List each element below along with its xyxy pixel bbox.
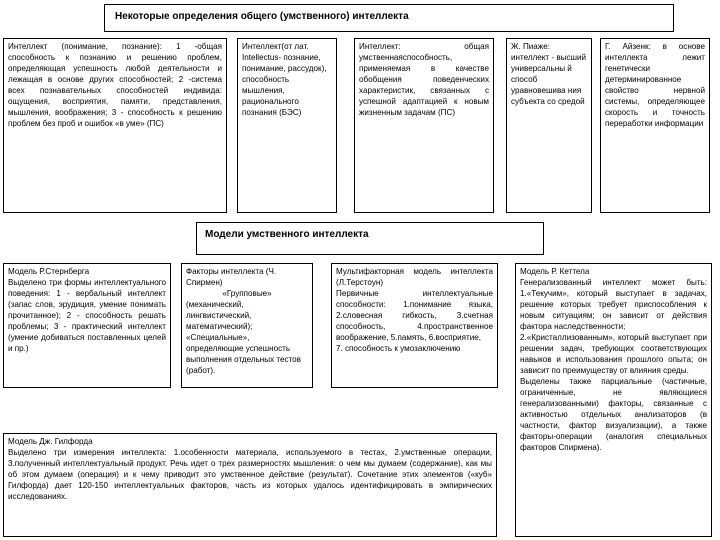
model-thurstone-title: Мультифакторная модель интеллекта (Л.Терстоун)	[336, 267, 493, 287]
model-thurstone-last: 7. способность к умозаключению	[336, 344, 461, 353]
model-guilford-title: Модель Дж. Гилфорда	[8, 437, 93, 446]
model-cattell-title: Модель Р. Кеттела	[520, 267, 590, 276]
model-sternberg-title: Модель Р.Стернберга	[8, 267, 90, 276]
definition-piaget-text: Ж. Пиаже: интеллект - высший универсальны й способ уравновешива ния субъекта со средой	[511, 42, 587, 106]
model-guilford-text: Выделено три измерения интеллекта: 1.особенности материала, используемого в тестах, 2.умственные операции, 3.полученный интеллектуальный продукт. Речь идет о трех размерностях мышления: о чем мы думаем (содержание), как мы об этом думаем (операция) и к чему приводит это умственное действие (результат). Сочетание этих элементов («куб» Гилфорда) дает 120-150 интеллектуальных факторов, часть из которых удалось идентифицировать в эмпирических исследованиях.	[8, 448, 492, 501]
model-spearman-special: «Специальные», определяющие успешность выполнения отдельных тестов (работ).	[186, 333, 301, 375]
model-thurstone	[331, 263, 498, 388]
model-spearman-group-list: (механический, лингвистический, математический);	[186, 300, 253, 331]
definition-general	[3, 38, 227, 213]
model-cattell-fluid: Генерализованный интеллект может быть: 1.«Текучим», который выступает в задачах, решение которых требует приспособления к новым ситуациям; он зависит от действия фактора наследственности;	[520, 278, 707, 331]
models-title: Модели умственного интеллекта	[196, 222, 544, 255]
definition-eysenck-text: Г. Айзенк: в основе интеллекта лежит генетически детерминированное свойство нервной системы, определяющее скорость и точность переработки информации	[605, 42, 705, 128]
model-spearman-title: Факторы интеллекта (Ч. Спирмен)	[186, 267, 277, 287]
model-cattell	[515, 263, 712, 537]
model-cattell-partial: Выделены также парциальные (частичные, ограниченные, не являющиеся генерализованными) факторы, связанные с активностью отдельных анализаторов (в частности, фактор визуализации), а также факторы-операции (аналогия специальных факторов Спирмена).	[520, 377, 707, 452]
model-cattell-crystallized: 2.«Кристаллизованным», который выступает при решении задач, требующих соответствующих навыков и использования прошлого опыта; он зависит по преимуществу от влияния среды.	[520, 333, 707, 375]
definition-adaptation	[354, 38, 494, 213]
definition-latin	[237, 38, 337, 213]
definition-piaget	[506, 38, 592, 213]
definition-latin-text: Интеллект(от лат. Intellectus- познание, понимание, рассудок), способность мышления, рационального познания (БЭС)	[242, 42, 327, 117]
model-spearman	[181, 263, 313, 388]
definition-general-text: Интеллект (понимание, познание): 1 -общая способность к познанию и решению проблем, определяющая успешность любой деятельности и лежащая в основе других способностей; 2 -система всех познавательных способностей индивида: ощущения, восприятия, памяти, представления, мышления, воображения; 3 - способность к решению проблем без проб и ошибок «в уме» (ПС)	[8, 42, 222, 128]
model-thurstone-text: Первичные интеллектуальные способности: 1.понимание языка, 2.словесная гибкость, 3.счетная способность, 4.пространственное воображение, 5.память, 6.восприятие,	[336, 289, 493, 342]
definition-eysenck	[600, 38, 710, 213]
model-guilford	[3, 433, 497, 537]
model-sternberg-text: Выделено три формы интеллектуального поведения: 1 - вербальный интеллект (запас слов, эрудиция, умение понимать прочитанное); 2 - способность решать проблемы; 3 - практический интеллект (умение добиваться поставленных целей и пр.)	[8, 278, 166, 353]
model-sternberg	[3, 263, 171, 388]
definition-adaptation-text: Интеллект: общая умственнаяспособность, применяемая в качестве обобщения поведенческих характеристик, связанных с успешной адаптацией к новым жизненным задачам (ПС)	[359, 42, 489, 117]
diagram-title: Некоторые определения общего (умственного) интеллекта	[104, 4, 674, 32]
model-spearman-group: «Групповые»	[222, 289, 272, 298]
